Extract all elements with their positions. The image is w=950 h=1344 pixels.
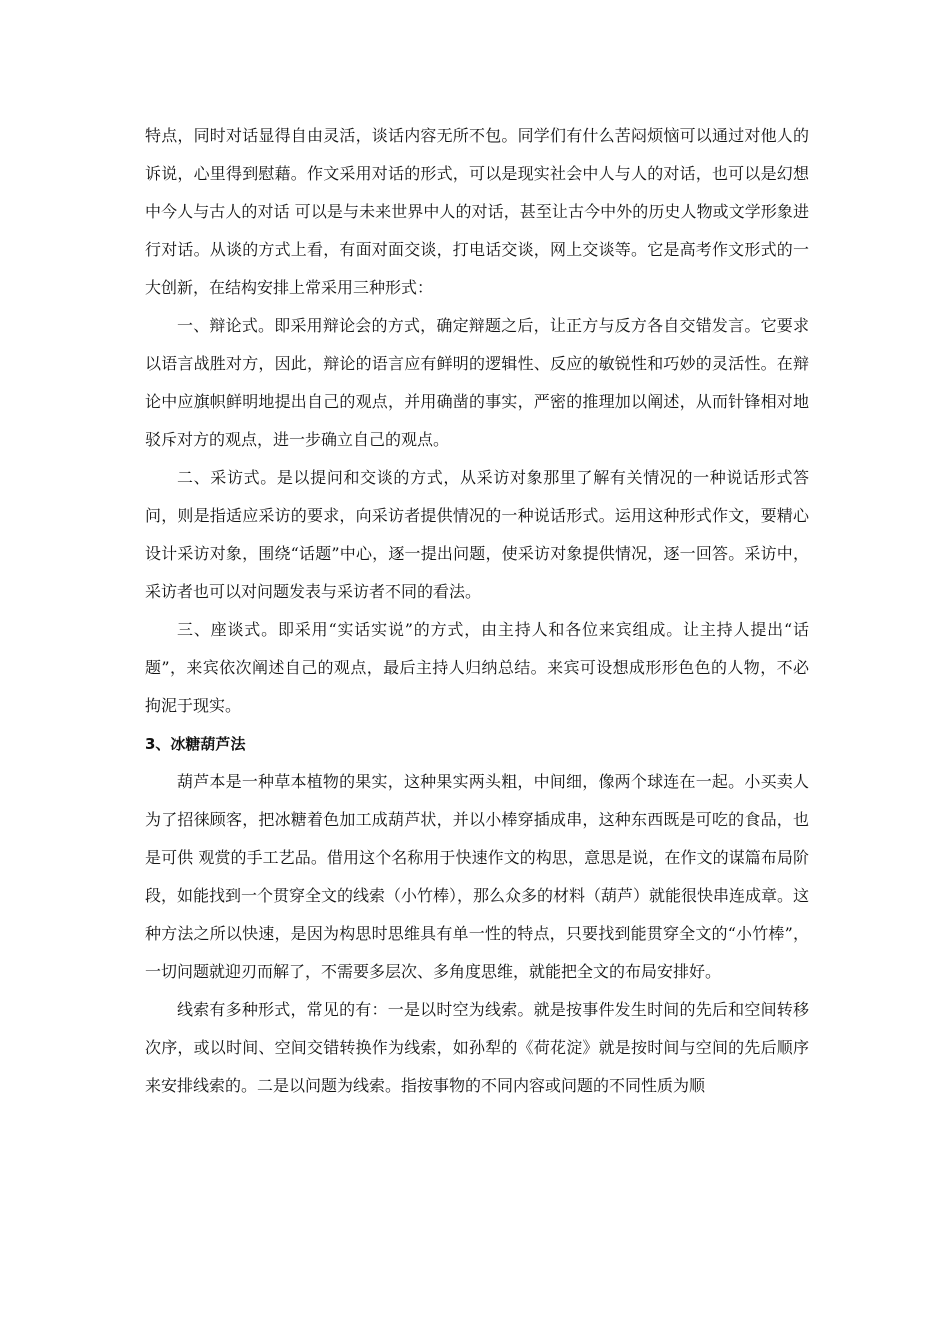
paragraph-forum-style: 三、座谈式。即采用“实话实说”的方式，由主持人和各位来宾组成。让主持人提出“话题”，来宾依次阐述自己的观点，最后主持人归纳总结。来宾可设想成形形色色的人物，不必拘泥于现实。 bbox=[145, 620, 809, 715]
paragraph-debate-style: 一、辩论式。即采用辩论会的方式，确定辩题之后，让正方与反方各自交错发言。它要求以语言战胜对方，因此，辩论的语言应有鲜明的逻辑性、反应的敏锐性和巧妙的灵活性。在辩论中应旗帜鲜明地提出自己的观点，并用确凿的事实，严密的推理加以阐述，从而针锋相对地驳斥对方的观点，进一步确立自己的观点。 bbox=[145, 316, 809, 449]
paragraph-clue-forms: 线索有多种形式，常见的有：一是以时空为线索。就是按事件发生时间的先后和空间转移次序，或以时间、空间交错转换作为线索，如孙犁的《荷花淀》就是按时间与空间的先后顺序来安排线索的。二是以问题为线索。指按事物的不同内容或问题的不同性质为顺 bbox=[145, 1000, 809, 1095]
paragraph-gourd-method: 葫芦本是一种草本植物的果实，这种果实两头粗，中间细，像两个球连在一起。小买卖人为了招徕顾客，把冰糖着色加工成葫芦状，并以小棒穿插成串，这种东西既是可吃的食品，也是可供 观赏的手工艺品。借用这个名称用于快速作文的构思，意思是说，在作文的谋篇布局阶段，如能找到一个贯穿全文的线索（小竹棒），那么众多的材料（葫芦）就能很快串连成章。这种方法之所以快速，是因为构思时思维具有单一性的特点，只要找到能贯穿全文的“小竹棒”，一切问题就迎刃而解了，不需要多层次、多角度思维，就能把全文的布局安排好。 bbox=[145, 772, 810, 981]
document-body bbox=[145, 117, 809, 1105]
paragraph-interview-style: 二、采访式。是以提问和交谈的方式，从采访对象那里了解有关情况的一种说话形式答问，则是指适应采访的要求，向采访者提供情况的一种说话形式。运用这种形式作文，要精心设计采访对象，围绕“话题”中心，逐一提出问题，使采访对象提供情况，逐一回答。采访中，采访者也可以对问题发表与采访者不同的看法。 bbox=[145, 468, 809, 601]
section-heading: 3、冰糖葫芦法 bbox=[145, 735, 246, 753]
paragraph-dialogue-intro: 特点，同时对话显得自由灵活，谈话内容无所不包。同学们有什么苦闷烦恼可以通过对他人的诉说，心里得到慰藉。作文采用对话的形式，可以是现实社会中人与人的对话，也可以是幻想中今人与古人的对话 可以是与未来世界中人的对话，甚至让古今中外的历史人物或文学形象进行对话。从谈的方式上看，有面对面交谈，打电话交谈，网上交谈等。它是高考作文形式的一大创新，在结构安排上常采用三种形式： bbox=[145, 126, 809, 297]
